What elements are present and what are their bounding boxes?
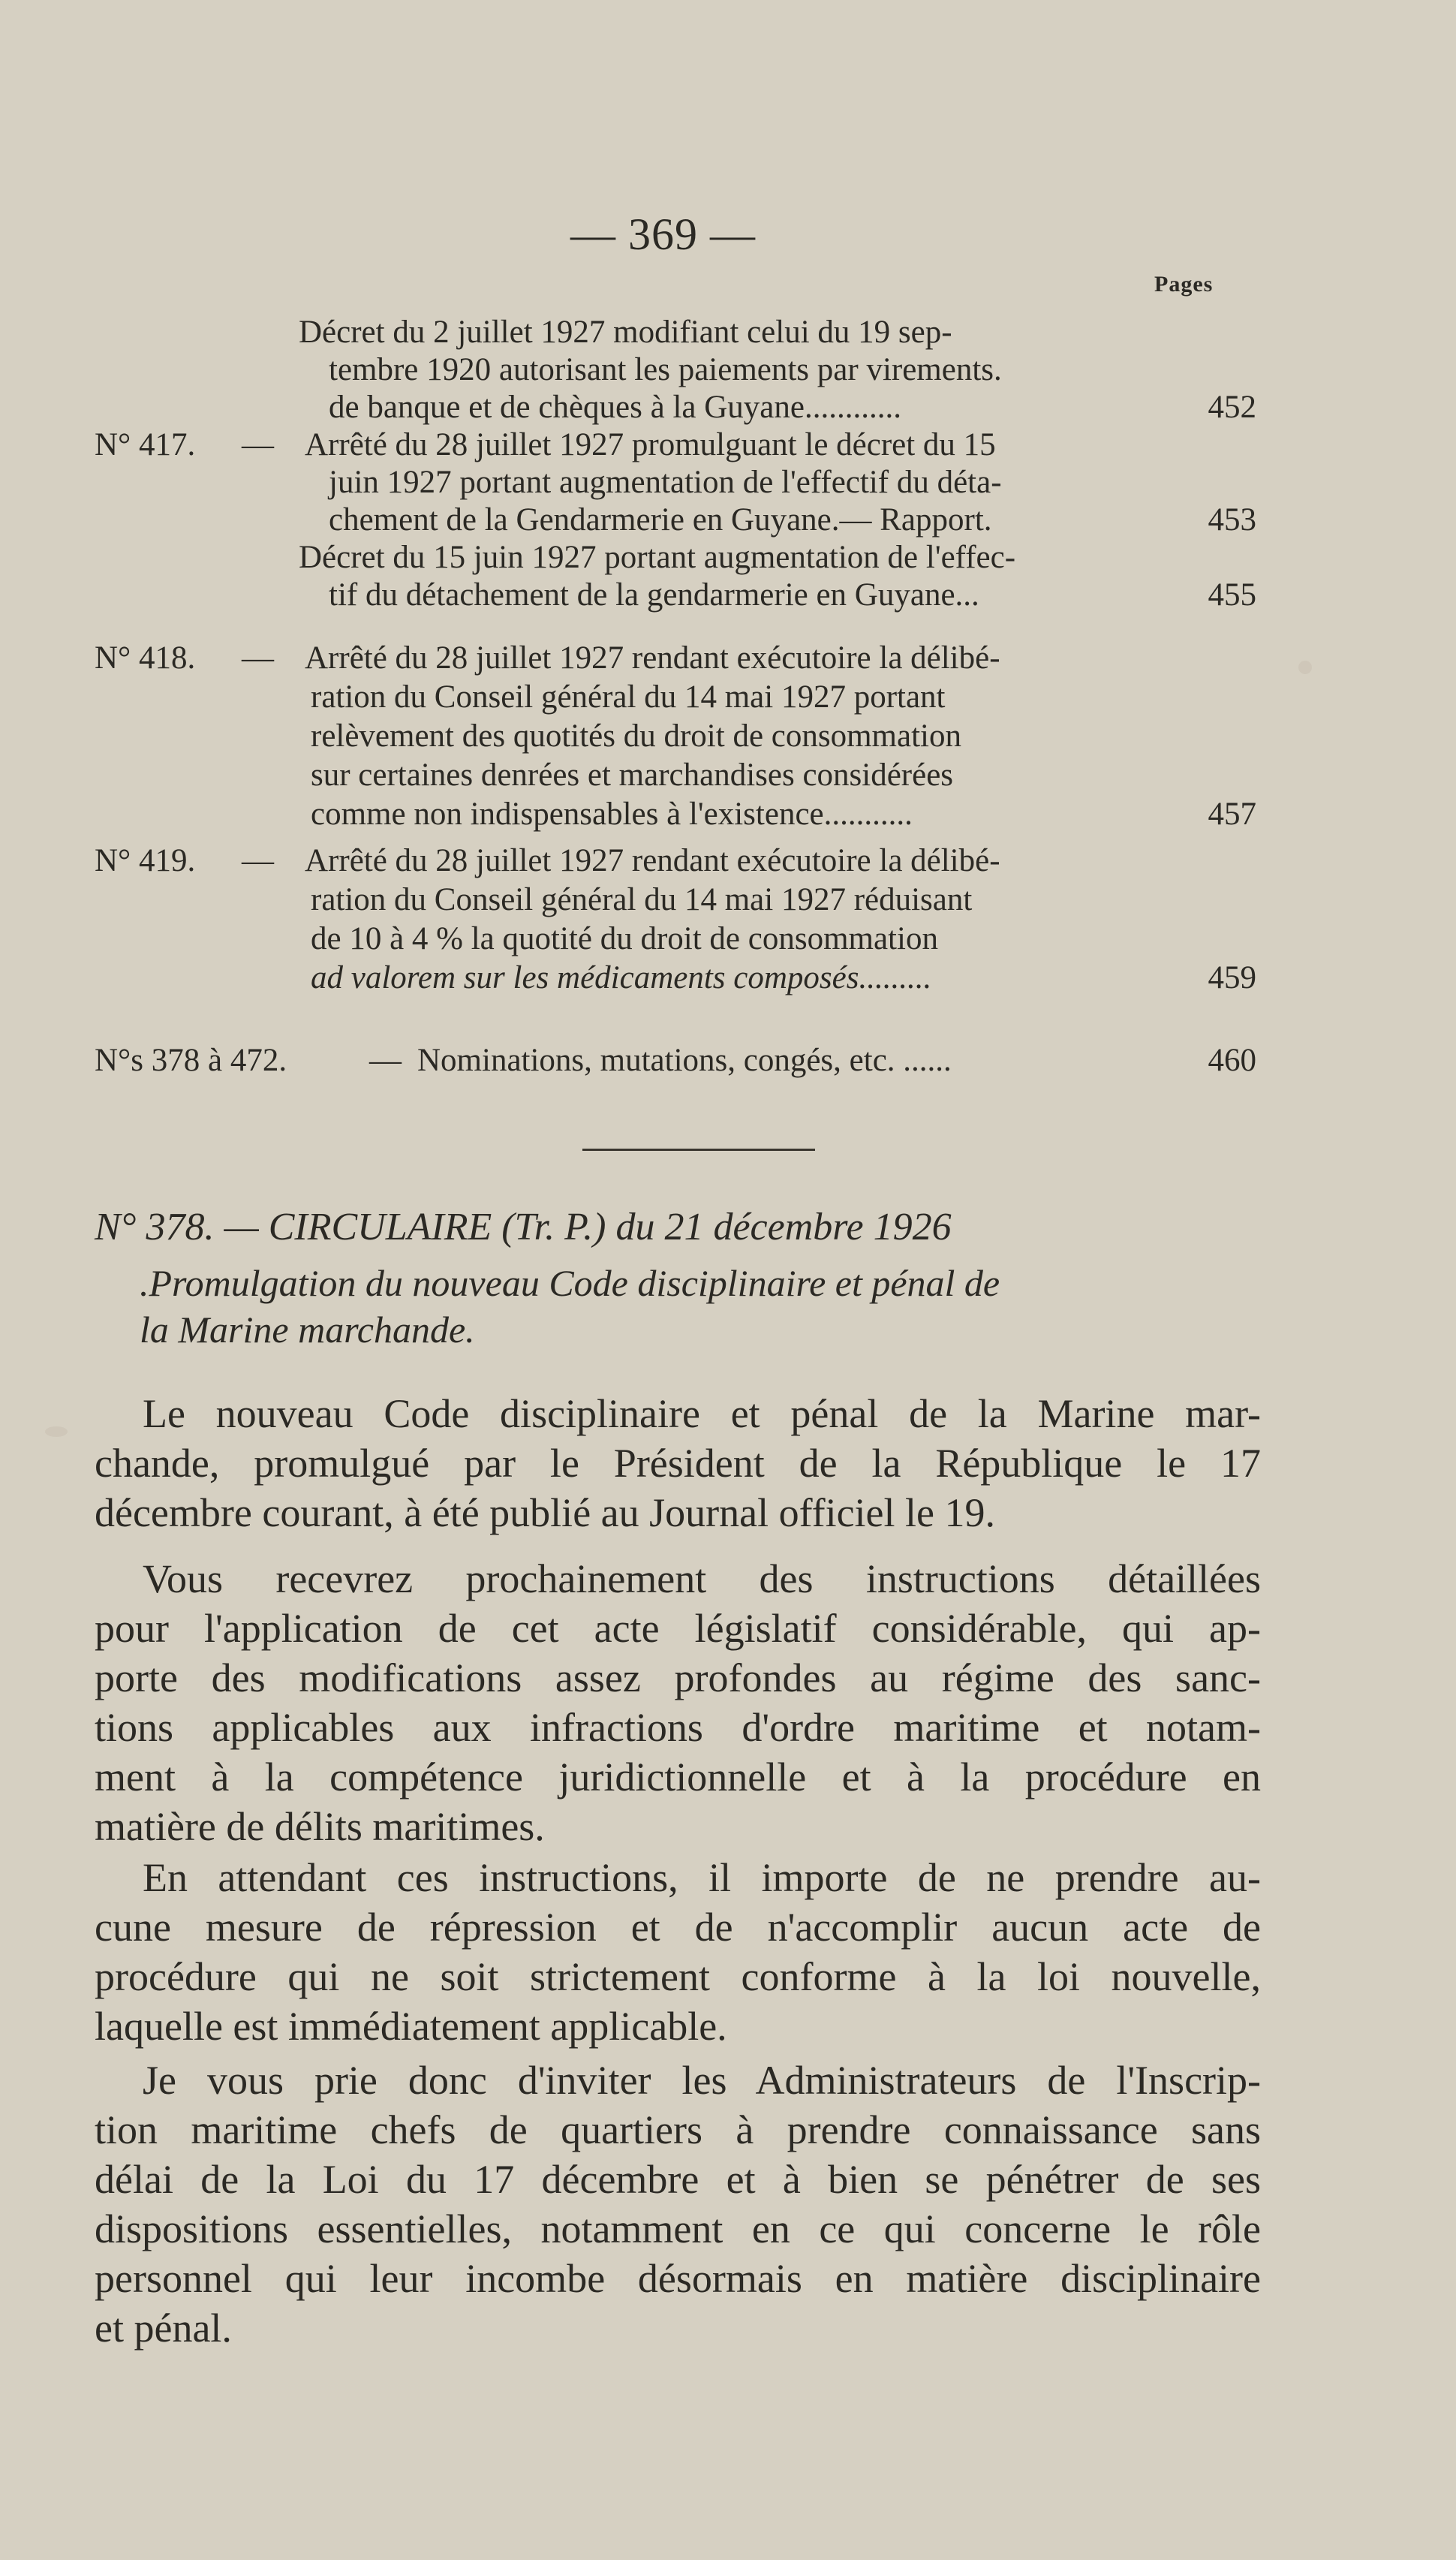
paper-stain	[1298, 661, 1312, 674]
toc-entry-number: N° 419.	[95, 843, 196, 878]
paragraph-line: tion maritime chefs de quartiers à prendre connaissance sans	[95, 2107, 1261, 2152]
toc-page-number: 460	[1208, 1043, 1256, 1078]
toc-entry-number: N°s 378 à 472.	[95, 1043, 287, 1078]
toc-entry-text: tif du détachement de la gendarmerie en Guyane...	[329, 577, 979, 613]
circular-subtitle: la Marine marchande.	[140, 1309, 475, 1351]
page-number: — 369 —	[570, 209, 756, 259]
toc-entry-text: ration du Conseil général du 14 mai 1927 portant	[311, 679, 946, 715]
toc-entry-number: N° 418.	[95, 640, 196, 676]
paragraph-line: Vous recevrez prochainement des instructions détaillées	[143, 1556, 1261, 1601]
toc-entry-text: Décret du 15 juin 1927 portant augmentation de l'effec-	[299, 540, 1016, 575]
toc-entry-text: Arrêté du 28 juillet 1927 promulguant le décret du 15	[305, 427, 996, 462]
toc-entry-text: chement de la Gendarmerie en Guyane.— Rapport.	[329, 502, 992, 538]
toc-entry-text: Nominations, mutations, congés, etc. ......	[417, 1043, 952, 1078]
toc-page-number: 453	[1208, 502, 1256, 538]
paragraph-line: porte des modifications assez profondes au régime des sanc-	[95, 1655, 1261, 1700]
toc-entry-text: ad valorem sur les médicaments composés.........	[311, 960, 932, 995]
toc-entry-text: sur certaines denrées et marchandises considérées	[311, 757, 954, 793]
toc-entry-text: Arrêté du 28 juillet 1927 rendant exécutoire la délibé-	[305, 640, 1000, 676]
paragraph-line: Le nouveau Code disciplinaire et pénal de la Marine mar-	[143, 1391, 1261, 1436]
paragraph-line: En attendant ces instructions, il importe de ne prendre au-	[143, 1855, 1261, 1900]
circular-title: N° 378. — CIRCULAIRE (Tr. P.) du 21 décembre 1926	[95, 1206, 952, 1248]
toc-entry-text: tembre 1920 autorisant les paiements par virements.	[329, 352, 1002, 387]
toc-entry-dash: —	[242, 427, 274, 462]
toc-page-number: 452	[1208, 390, 1256, 425]
toc-entry-dash: —	[242, 843, 274, 878]
toc-page-number: 457	[1208, 797, 1256, 832]
paragraph-line: et pénal.	[95, 2306, 232, 2351]
toc-entry-text: ration du Conseil général du 14 mai 1927 réduisant	[311, 882, 973, 917]
toc-entry-text: comme non indispensables à l'existence...........	[311, 797, 913, 832]
paragraph-line: matière de délits maritimes.	[95, 1804, 545, 1849]
paragraph-line: pour l'application de cet acte législatif considérable, qui ap-	[95, 1606, 1261, 1651]
paragraph-line: ment à la compétence juridictionnelle et à la procédure en	[95, 1754, 1261, 1800]
circular-subtitle: .Promulgation du nouveau Code disciplinaire et pénal de	[140, 1262, 1000, 1304]
toc-entry-dash: —	[242, 640, 274, 676]
toc-entry-dash: —	[369, 1043, 402, 1078]
paragraph-line: Je vous prie donc d'inviter les Administrateurs de l'Inscrip-	[143, 2058, 1261, 2103]
paragraph-line: dispositions essentielles, notamment en ce qui concerne le rôle	[95, 2206, 1261, 2251]
toc-entry-text: relèvement des quotités du droit de consommation	[311, 718, 961, 754]
toc-entry-text: de banque et de chèques à la Guyane............	[329, 390, 901, 425]
toc-page-number: 455	[1208, 577, 1256, 613]
toc-page-number: 459	[1208, 960, 1256, 995]
toc-entry-text: de 10 à 4 % la quotité du droit de consommation	[311, 921, 938, 956]
paper-stain	[45, 1426, 68, 1437]
paragraph-line: cune mesure de répression et de n'accomplir aucun acte de	[95, 1905, 1261, 1950]
paragraph-line: laquelle est immédiatement applicable.	[95, 2004, 727, 2049]
pages-column-label: Pages	[1154, 272, 1214, 297]
paragraph-line: délai de la Loi du 17 décembre et à bien se pénétrer de ses	[95, 2157, 1261, 2202]
toc-entry-text: Décret du 2 juillet 1927 modifiant celui du 19 sep-	[299, 315, 952, 350]
toc-entry-text: juin 1927 portant augmentation de l'effectif du déta-	[329, 465, 1002, 500]
paragraph-line: personnel qui leur incombe désormais en matière disciplinaire	[95, 2256, 1261, 2301]
toc-entry-number: N° 417.	[95, 427, 196, 462]
paragraph-line: chande, promulgué par le Président de la République le 17	[95, 1441, 1261, 1486]
paragraph-line: décembre courant, à été publié au Journal officiel le 19.	[95, 1490, 995, 1535]
section-divider	[582, 1149, 815, 1151]
paragraph-line: tions applicables aux infractions d'ordre maritime et notam-	[95, 1705, 1261, 1750]
toc-entry-text: Arrêté du 28 juillet 1927 rendant exécutoire la délibé-	[305, 843, 1000, 878]
paragraph-line: procédure qui ne soit strictement conforme à la loi nouvelle,	[95, 1954, 1261, 1999]
